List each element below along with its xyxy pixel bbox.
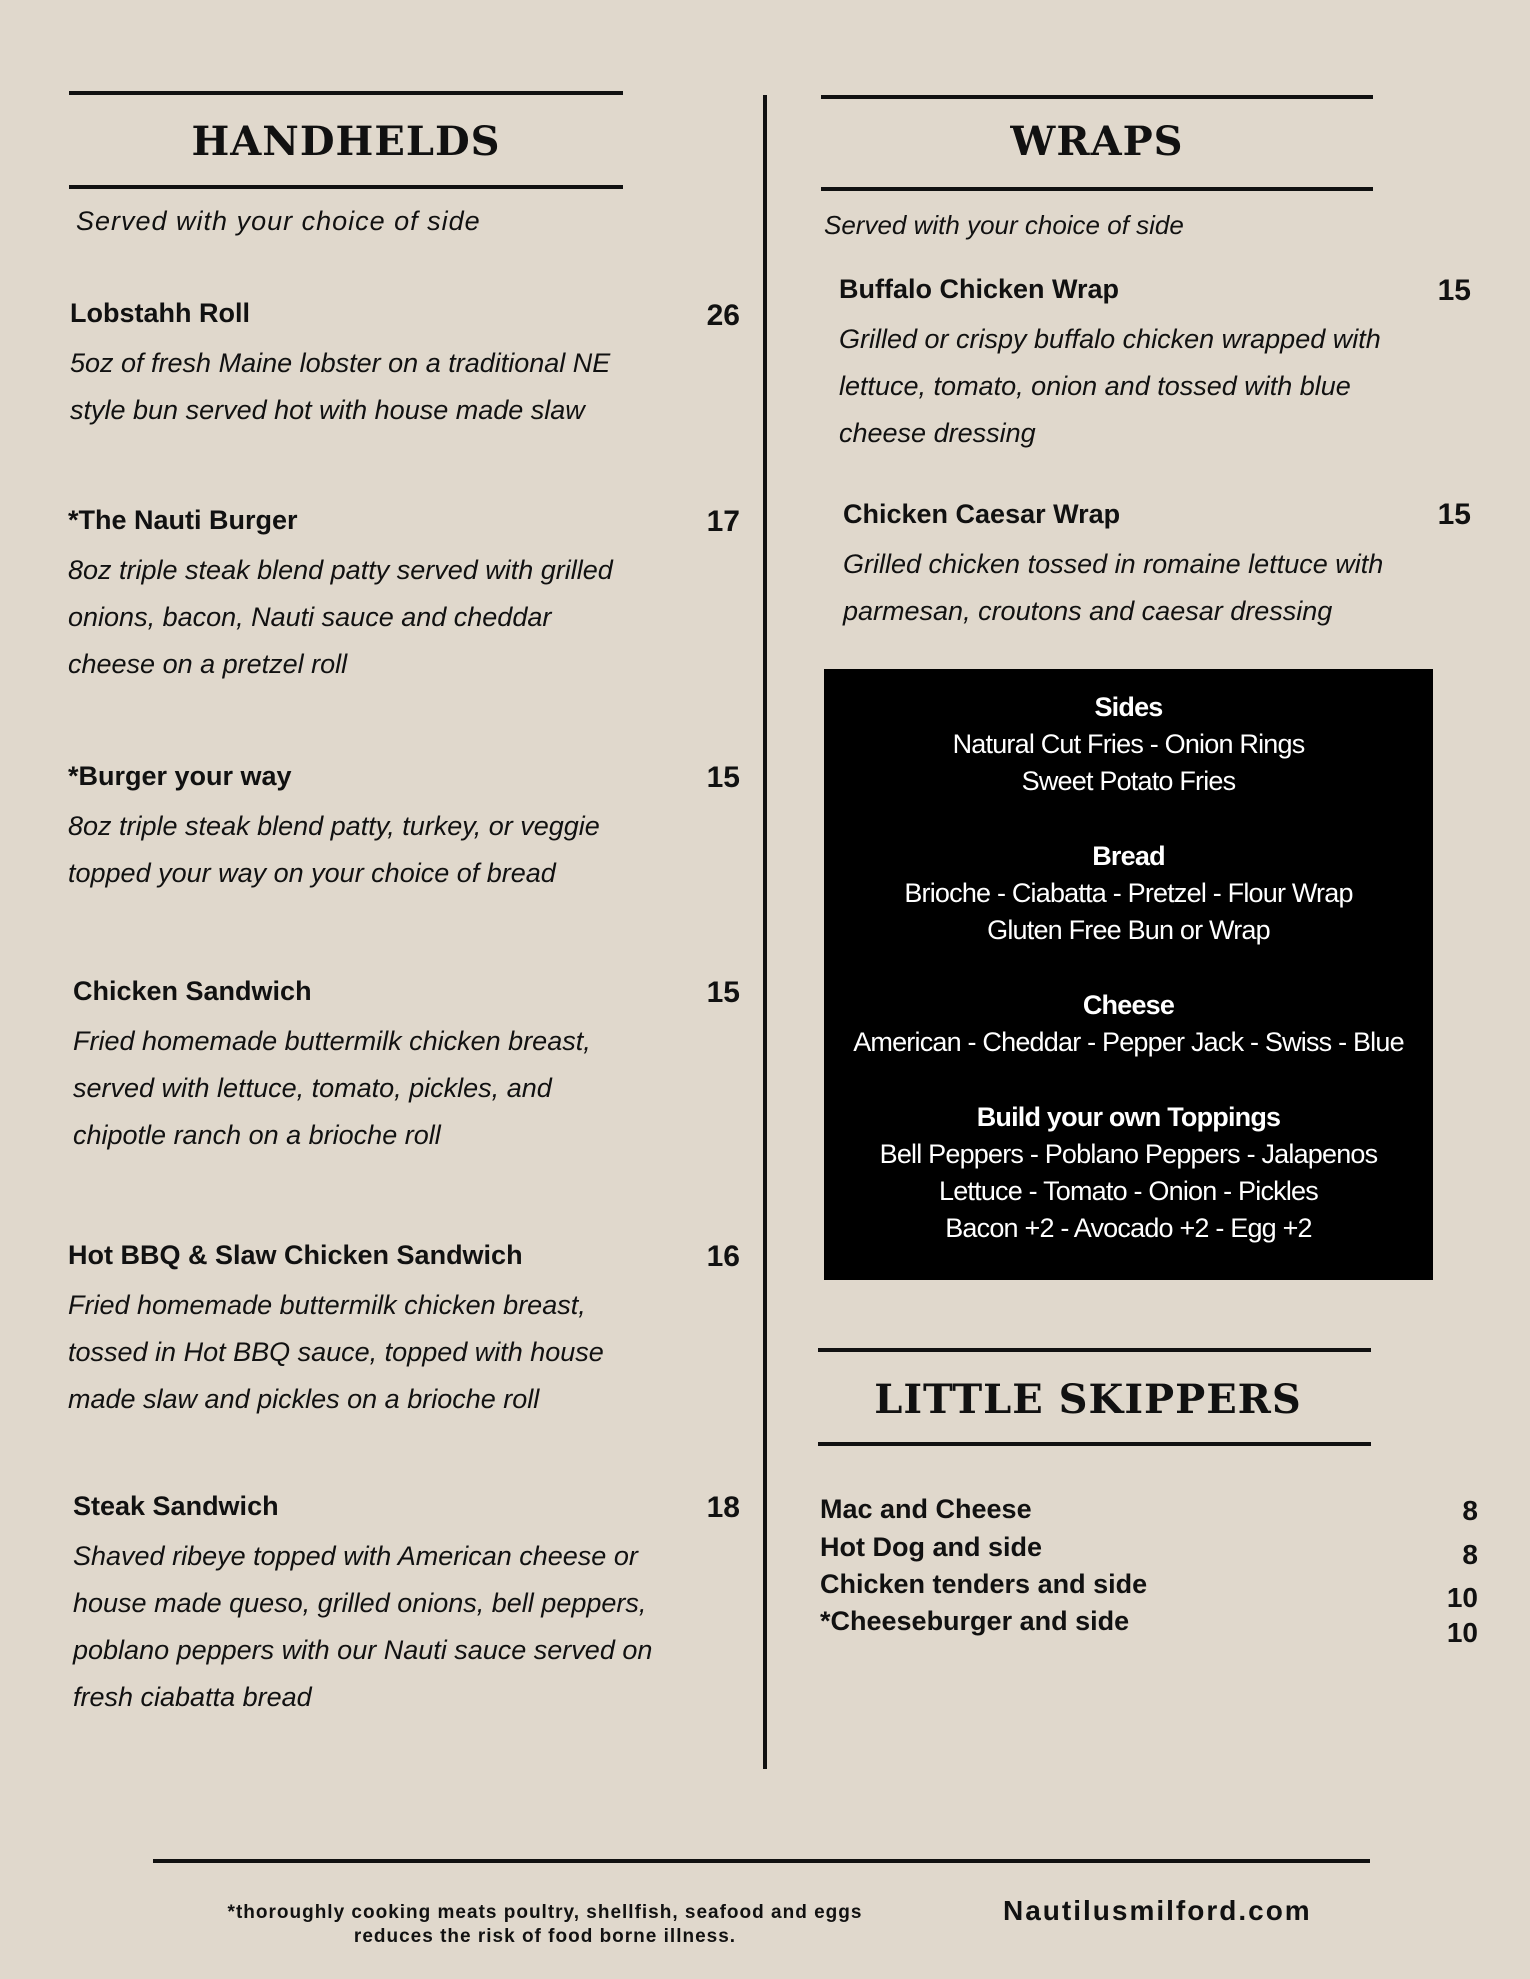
handhelds-subtitle: Served with your choice of side	[76, 206, 481, 236]
item-description: 8oz triple steak blend patty, turkey, or veggie topped your way on your choice of bread	[68, 811, 600, 888]
food-safety-note	[180, 1901, 910, 1949]
wraps-bottom-rule	[821, 187, 1373, 191]
options-group-title: Cheese	[1082, 990, 1175, 1020]
options-group-title: Sides	[1094, 692, 1163, 722]
website-text: Nautilusmilford.com	[1003, 1895, 1312, 1926]
options-group-bread	[824, 838, 1433, 949]
options-line: Bell Peppers - Poblano Peppers - Jalapenos	[879, 1139, 1378, 1169]
item-name: *The Nauti Burger	[68, 505, 298, 535]
menu-item	[839, 272, 1409, 457]
item-name: Chicken Sandwich	[73, 976, 312, 1006]
food-safety-note-line: *thoroughly cooking meats poultry, shellfish, seafood and eggs	[227, 1902, 863, 1923]
handhelds-bottom-rule	[69, 185, 623, 189]
wraps-subtitle: Served with your choice of side	[824, 210, 1184, 240]
wraps-top-rule	[821, 95, 1373, 99]
item-description: Shaved ribeye topped with American cheese or house made queso, grilled onions, bell peppers, poblano peppers with our Nauti sauce served on fresh ciabatta bread	[73, 1541, 653, 1712]
options-line: Natural Cut Fries - Onion Rings	[952, 729, 1305, 759]
item-name: Chicken Caesar Wrap	[843, 499, 1121, 529]
menu-item	[843, 497, 1413, 635]
item-price: 18	[706, 1491, 740, 1524]
item-description: Fried homemade buttermilk chicken breast, tossed in Hot BBQ sauce, topped with house made slaw and pickles on a brioche roll	[68, 1290, 604, 1414]
item-name: Lobstahh Roll	[70, 298, 250, 328]
options-line: Bacon +2 - Avocado +2 - Egg +2	[945, 1213, 1312, 1243]
item-price: 17	[706, 505, 740, 538]
item-name: *Burger your way	[68, 761, 292, 791]
menu-item	[73, 1489, 663, 1721]
kids-item-name: Chicken tenders and side	[820, 1569, 1148, 1599]
kids-item-name: Mac and Cheese	[820, 1494, 1032, 1524]
item-price: 15	[1437, 498, 1471, 531]
menu-item	[73, 974, 633, 1159]
skippers-bottom-rule	[818, 1442, 1371, 1446]
item-description: 5oz of fresh Maine lobster on a traditional NE style bun served hot with house made slaw	[70, 348, 611, 425]
food-safety-note-line: reduces the risk of food borne illness.	[353, 1926, 737, 1947]
kids-item-name: *Cheeseburger and side	[820, 1606, 1130, 1636]
item-description: Fried homemade buttermilk chicken breast, served with lettuce, tomato, pickles, and chipotle ranch on a brioche roll	[73, 1026, 591, 1150]
options-group-title: Build your own Toppings	[976, 1102, 1281, 1132]
item-price: 15	[706, 761, 740, 794]
item-price: 15	[1437, 274, 1471, 307]
item-name: Steak Sandwich	[73, 1491, 279, 1521]
kids-item-price: 8	[1462, 1495, 1478, 1526]
menu-item	[68, 759, 638, 897]
item-price: 15	[706, 976, 740, 1009]
footer-rule	[153, 1859, 1370, 1863]
handhelds-top-rule	[69, 91, 623, 95]
kids-item-price: 8	[1462, 1539, 1478, 1570]
options-line: Gluten Free Bun or Wrap	[987, 915, 1270, 945]
options-group-toppings	[824, 1099, 1433, 1247]
item-description: 8oz triple steak blend patty served with grilled onions, bacon, Nauti sauce and cheddar cheese on a pretzel roll	[68, 555, 613, 679]
column-divider	[763, 95, 767, 1769]
options-group-sides	[824, 689, 1433, 800]
options-box	[824, 669, 1433, 1280]
options-line: Lettuce - Tomato - Onion - Pickles	[939, 1176, 1318, 1206]
options-line: Sweet Potato Fries	[1021, 766, 1236, 796]
menu-item	[68, 1238, 638, 1423]
skippers-top-rule	[818, 1348, 1371, 1352]
item-description: Grilled or crispy buffalo chicken wrapped with lettuce, tomato, onion and tossed with blue cheese dressing	[839, 324, 1381, 448]
options-group-title: Bread	[1092, 841, 1165, 871]
wraps-heading: WRAPS	[1010, 118, 1184, 165]
menu-item	[68, 503, 638, 688]
skippers-heading: LITTLE SKIPPERS	[874, 1376, 1302, 1423]
options-group-cheese	[824, 987, 1433, 1061]
options-line: American - Cheddar - Pepper Jack - Swiss - Blue	[853, 1027, 1404, 1057]
item-name: Hot BBQ & Slaw Chicken Sandwich	[68, 1240, 523, 1270]
kids-item-price: 10	[1446, 1617, 1478, 1648]
item-name: Buffalo Chicken Wrap	[839, 274, 1120, 304]
kids-item-name: Hot Dog and side	[820, 1532, 1042, 1562]
item-price: 26	[706, 299, 740, 332]
kids-item-price: 10	[1446, 1582, 1478, 1613]
options-line: Brioche - Ciabatta - Pretzel - Flour Wrap	[904, 878, 1353, 908]
menu-item	[70, 296, 630, 434]
item-description: Grilled chicken tossed in romaine lettuce with parmesan, croutons and caesar dressing	[843, 549, 1384, 626]
item-price: 16	[706, 1240, 740, 1273]
handhelds-heading: HANDHELDS	[191, 118, 501, 165]
